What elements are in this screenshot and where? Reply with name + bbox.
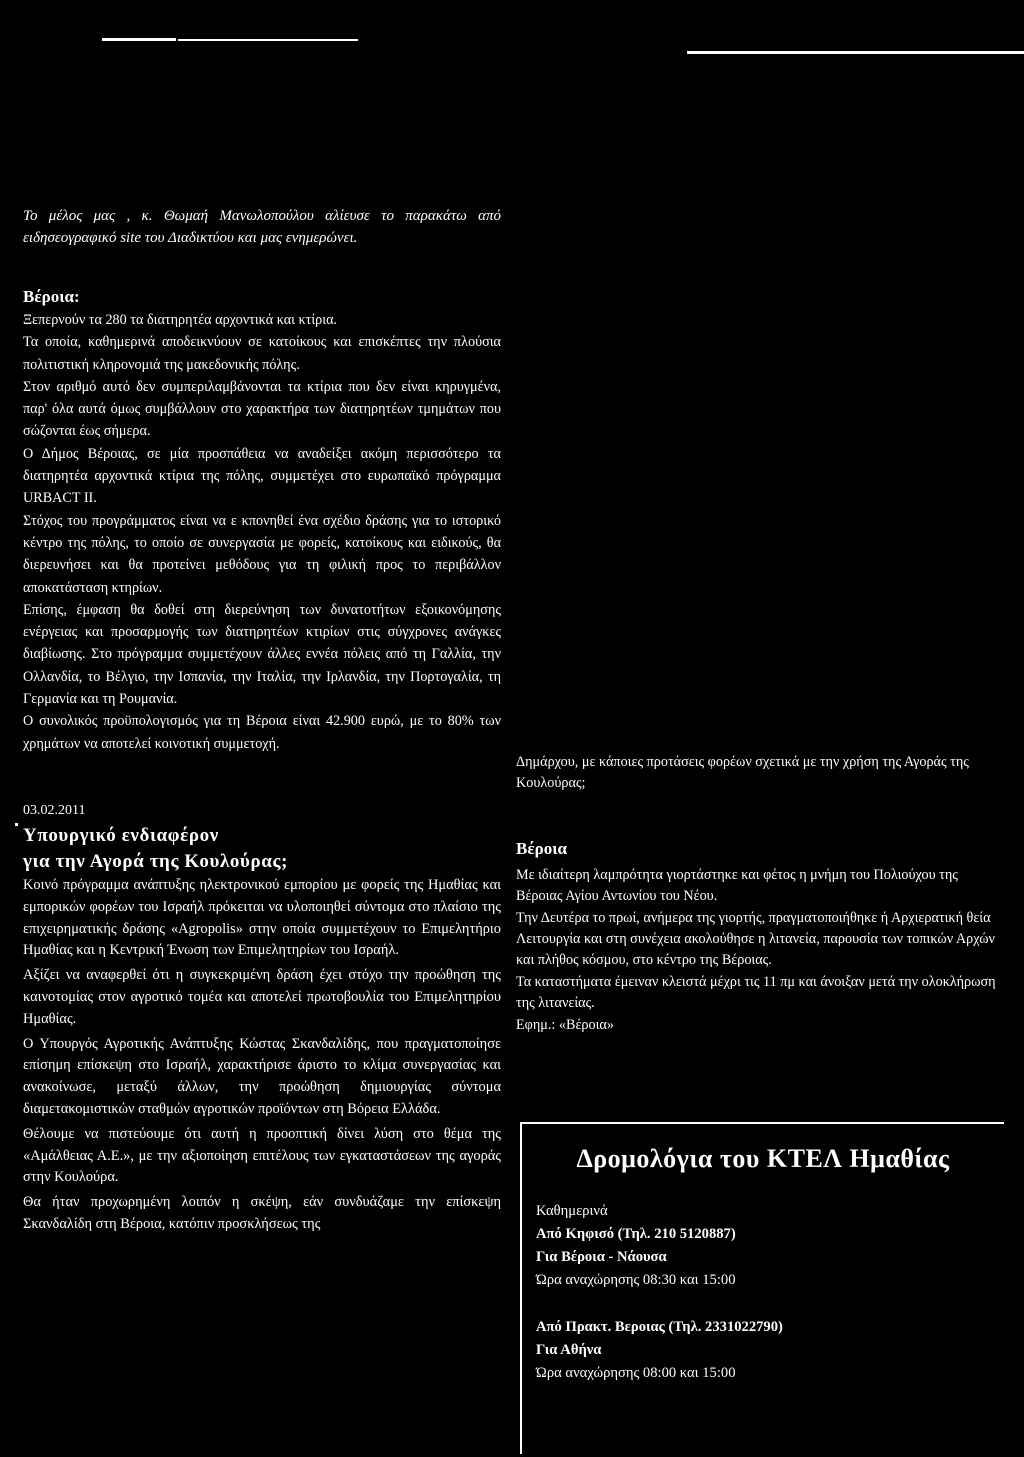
ktel-destination-athens: Για Αθήνα [536,1342,602,1358]
ktel-from-kifisos: Από Κηφισό (Τηλ. 210 5120887) [536,1226,736,1242]
ktel-title: Δρομολόγια του ΚΤΕΛ Ημαθίας [576,1144,950,1173]
paragraph: Ξεπερνούν τα 280 τα διατηρητέα αρχοντικά και κτίρια. [23,312,338,328]
top-rule-right [687,51,1024,54]
article-paragraph: Θα ήταν προχωρημένη λοιπόν η σκέψη, εάν συνδυάζαμε την επίσκεψη Σκανδαλίδη στη Βέροια, κατόπιν προσκλήσεως της [23,1194,501,1232]
article-paragraph: Κοινό πρόγραμμα ανάπτυξης ηλεκτρονικού εμπορίου με φορείς της Ημαθίας και εμπορικών φορέων του Ισραήλ πρόκειται να υλοποιηθεί σύντομα στο πλαίσιο της επιχειρηματικής δράσης «Agropolis» στην οποία συμμετέχουν το Επιμελητήριο Ημαθίας και η Κεντρική Ένωση των Επιμελητηρίων του Ισραήλ. [23,876,501,959]
right-column [516,752,1002,1036]
ktel-schedule-box [520,1122,1004,1454]
article-paragraph: Θέλουμε να πιστεύουμε ότι αυτή η προοπτική δίνει λύση στο θέμα της «Αμάλθειας Α.Ε.», με την αξιοποίηση επιτέλους των εγκαταστάσεων της αγοράς στην Κουλούρα. [23,1125,501,1186]
article-paragraph: Αξίζει να αναφερθεί ότι η συγκεκριμένη δράση έχει στόχο την προώθηση της καινοτομίας στον αγροτικό τομέα και αποτελεί πρωτοβουλία του Επιμελητηρίου Ημαθίας. [23,967,501,1027]
news-paragraph: Την Δευτέρα το πρωί, ανήμερα της γιορτής, πραγματοποιήθηκε ή Αρχιερατική θεία Λειτουργία και στη συνέχεια ακολούθησε η λιτανεία, παρουσία των τοπικών Αρχών και πλήθος κόσμου, στο κέντρο της Βέροιας. [516,909,995,969]
news-paragraph: Τα καταστήματα έμειναν κλειστά μέχρι τις 11 πμ και άνοιξαν μετά την ολοκλήρωση της λιτανείας. [516,973,996,1012]
left-column [23,205,501,1236]
ktel-from-veria: Από Πρακτ. Βεροιας (Τηλ. 2331022790) [536,1319,783,1335]
ktel-daily: Καθημερινά [536,1203,608,1219]
ktel-destination-veria: Για Βέροια - Νάουσα [536,1249,667,1265]
veria-news-heading: Βέροια [516,838,567,858]
paragraph: Στόχος του προγράμματος είναι να ε κπονηθεί ένα σχέδιο δράσης για το ιστορικό κέντρο της πόλης, το οποίο σε συνεργασία με φορείς, κατοίκους και ειδικούς, θα διερευνήσει και θα προτείνει μεθόδους για τη φιλική προς το περιβάλλον αποκατάσταση κτηρίων. [23,512,501,596]
paragraph: Ο Δήμος Βέροιας, σε μία προσπάθεια να αναδείξει ακόμη περισσότερο τα διατηρητέα αρχοντικά κτίρια της πόλης, συμμετέχει στο ευρωπαϊκό πρόγραμμα URBACT II. [23,445,501,507]
veria-heading: Βέροια: [23,287,80,306]
top-rule-short [102,38,176,41]
top-rule-middle [178,39,358,41]
article-title-line-2: για την Αγορά της Κουλούρας; [23,850,289,872]
article-title-line-1: Υπουργικό ενδιαφέρον [23,824,219,846]
paragraph: Ο συνολικός προϋπολογισμός για τη Βέροια είναι 42.900 ευρώ, με το 80% των χρημάτων να αποτελεί κοινοτική συμμετοχή. [23,713,501,752]
ktel-departure-2: Ώρα αναχώρησης 08:00 και 15:00 [536,1365,736,1381]
paragraph: Στον αριθμό αυτό δεν συμπεριλαμβάνονται τα κτίρια που δεν είναι κηρυγμένα, παρ' όλα αυτά όμως συμβάλλουν στο χαρακτήρα των διατηρητέων τμημάτων που σώζονται έως σήμερα. [23,378,501,440]
article-date: 03.02.2011 [23,802,86,818]
article-paragraph: Ο Υπουργός Αγροτικής Ανάπτυξης Κώστας Σκανδαλίδης, που πραγματοποίησε επίσημη επίσκεψη στο Ισραήλ, χαρακτήρισε άριστο το κλίμα συνεργασίας και ανακοίνωσε, μεταξύ άλλων, την προώθηση δημιουργίας σύντομα διαμετακομιστικών σταθμών αγροτικών προϊόντων στη Βόρεια Ελλάδα. [23,1035,501,1117]
paragraph: Επίσης, έμφαση θα δοθεί στη διερεύνηση των δυνατοτήτων εξοικονόμησης ενέργειας και προσαρμογής των διατηρητέων κτιρίων στις σύγχρονες ανάγκες διαβίωσης. Στο πρόγραμμα συμμετέχουν άλλες εννέα πόλεις από τη Γαλλία, την Ολλανδία, το Βέλγιο, την Ισπανία, την Ιταλία, την Ιρλανδία, την Πορτογαλία, τη Γερμανία και τη Ρουμανία. [23,601,501,708]
news-paragraph: Με ιδιαίτερη λαμπρότητα γιορτάστηκε και φέτος η μνήμη του Πολιούχου της Βέροιας Αγίου Αντωνίου του Νέου. [516,866,958,905]
bullet-mark [15,823,18,826]
ktel-departure-1: Ώρα αναχώρησης 08:30 και 15:00 [536,1272,736,1288]
intro-note: Το μέλος μας , κ. Θωμαή Μανωλοπούλου αλίευσε το παρακάτω από ειδησεογραφικό site του Διαδικτύου και μας ενημερώνει. [23,208,501,246]
paragraph: Τα οποία, καθημερινά αποδεικνύουν σε κατοίκους και επισκέπτες την πλούσια πολιτιστική κληρονομιά της μακεδονικής πόλης. [23,334,501,373]
news-source: Εφημ.: «Βέροια» [516,1016,614,1033]
continuation-text: Δημάρχου, με κάποιες προτάσεις φορέων σχετικά με την χρήση της Αγοράς της Κουλούρας; [516,754,969,792]
